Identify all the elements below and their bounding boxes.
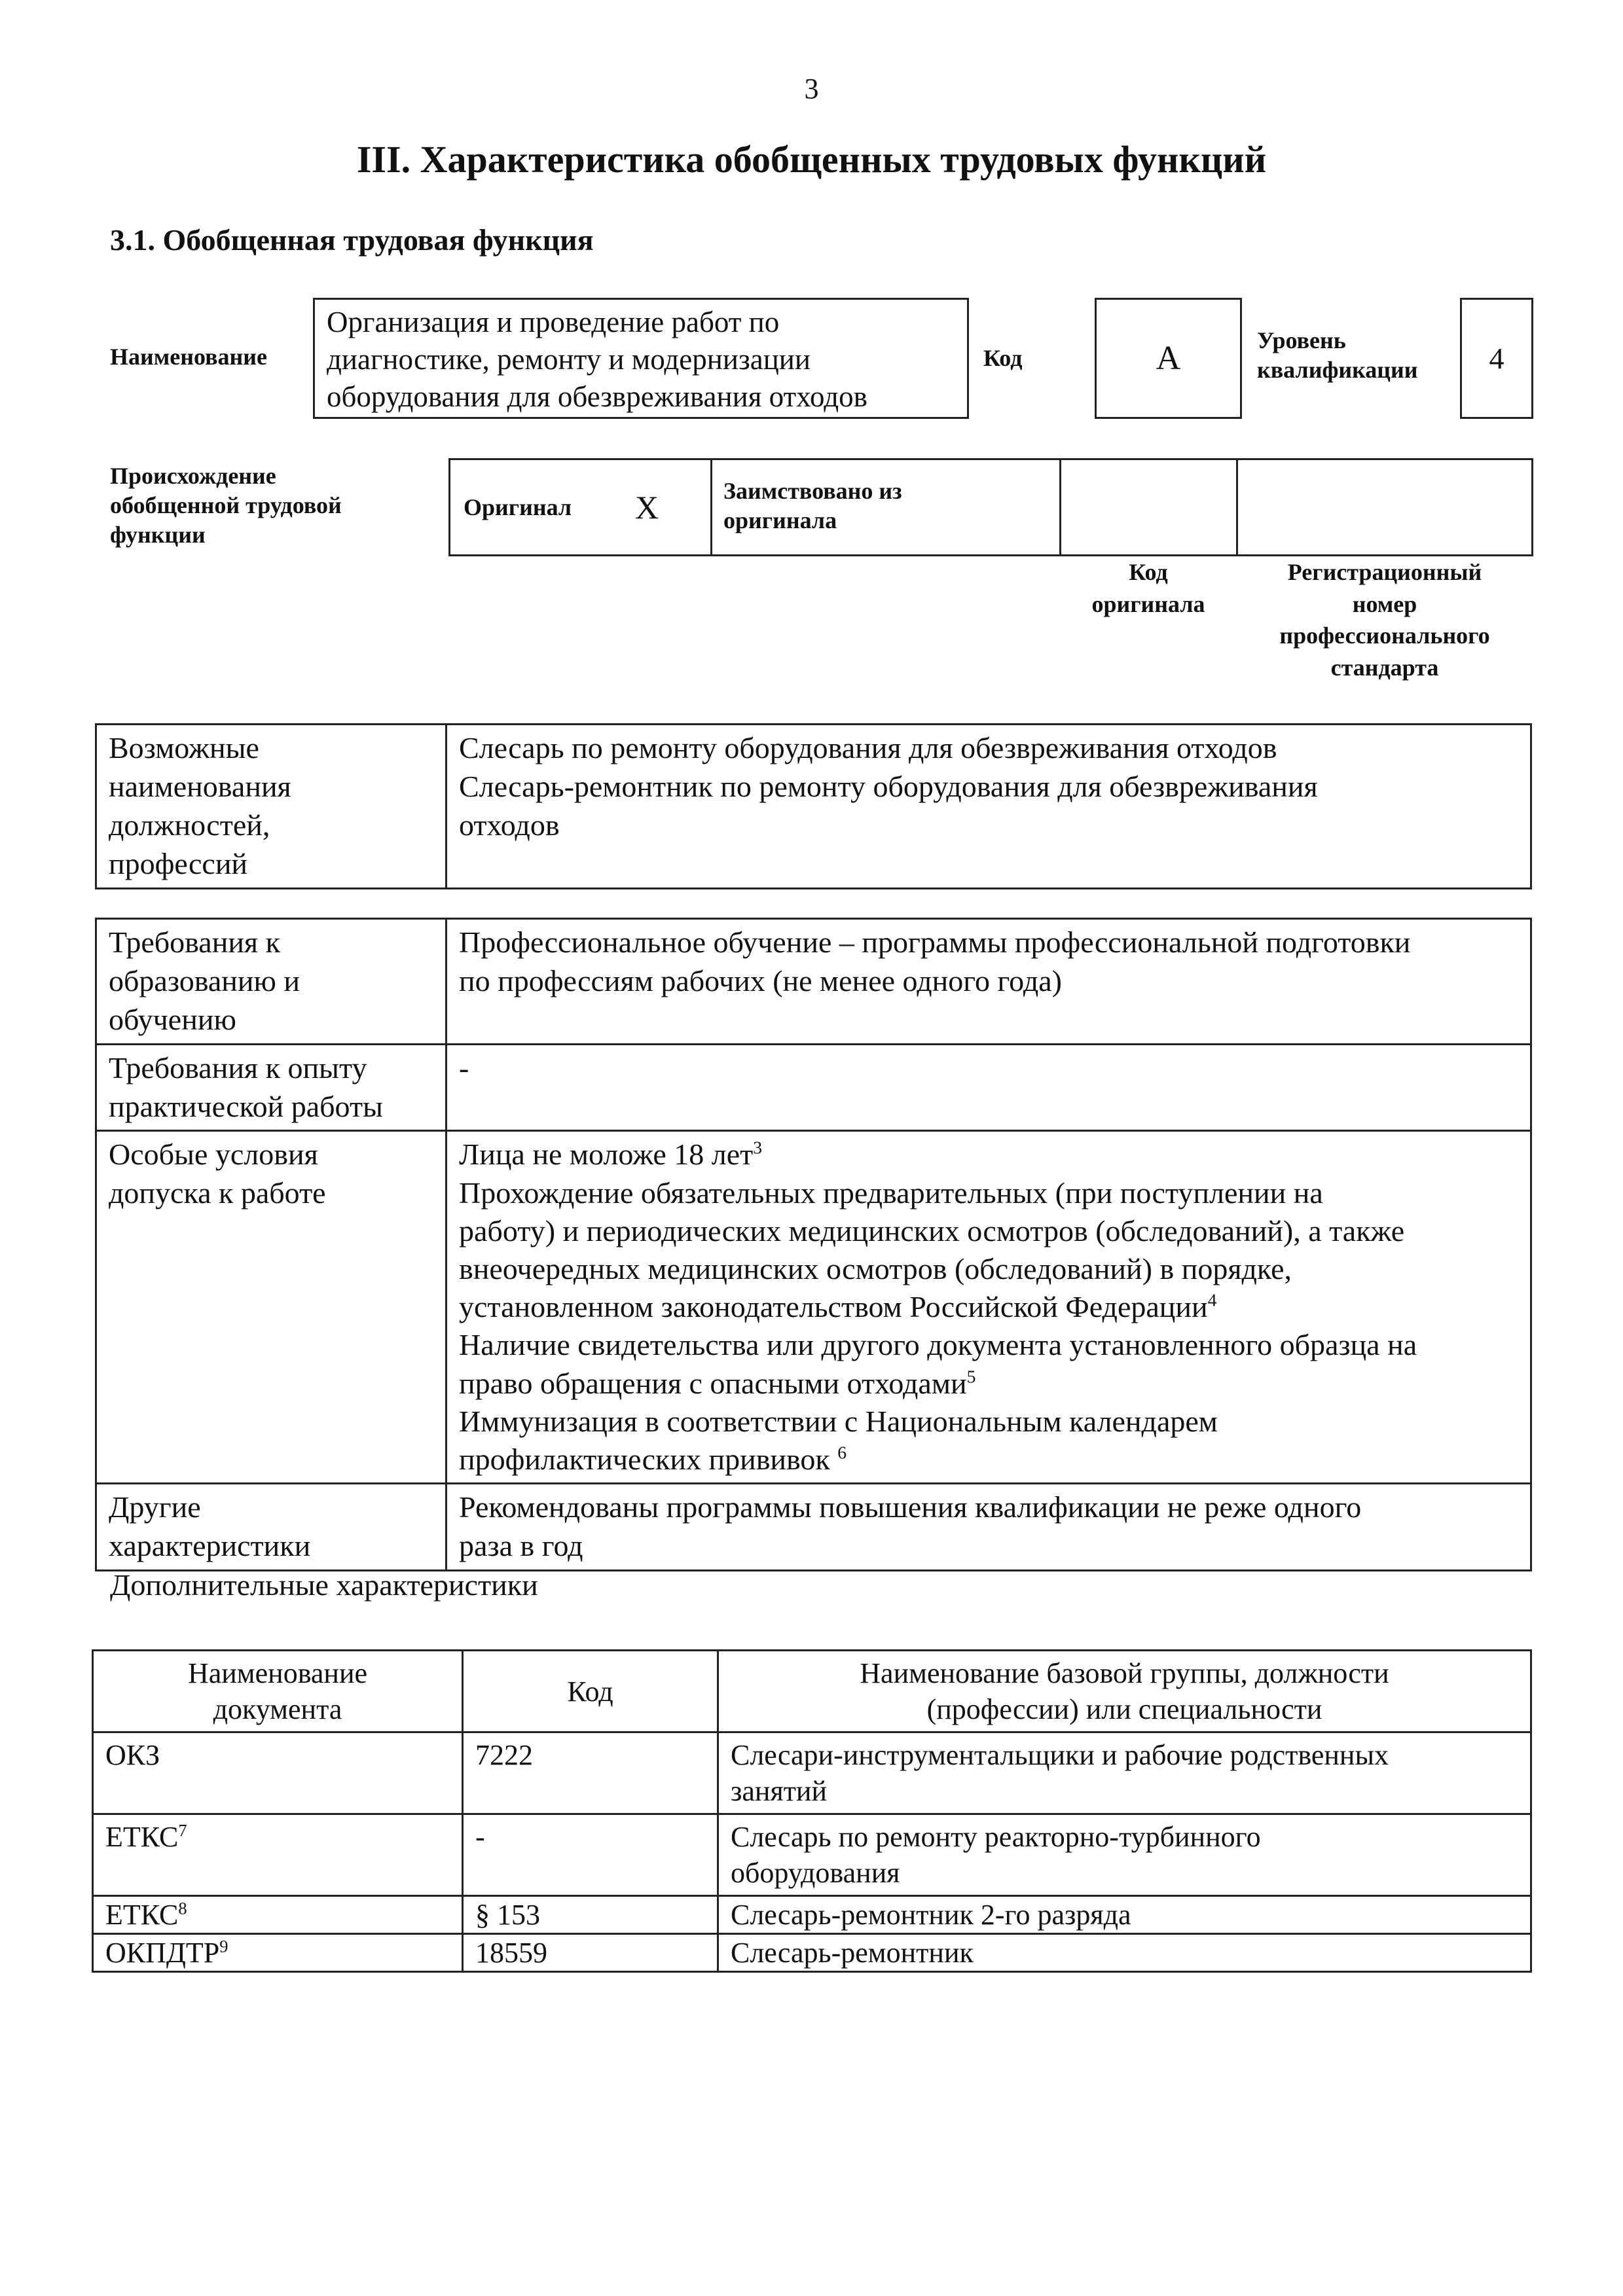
origin-box [448, 458, 1533, 556]
footnote-ref: 7 [178, 1820, 187, 1840]
admission-label: Особые условия допуска к работе [96, 1131, 447, 1484]
cell-name: Слесарь по ремонту реакторно-турбинного оборудования [718, 1814, 1531, 1896]
header-group: Наименование базовой группы, должности (профессии) или специальности [718, 1651, 1531, 1732]
code-original-caption: Код оригинала [1091, 559, 1205, 617]
admission-value: Лица не моложе 18 лет$^3$ Прохождение обязательных предварительных (при поступлении на работу) и периодических медицинских осмотров (обследований), а также внеочередных медицинских осмотров (обследований) в порядке, установленном законодательством Российской Федерации$^4$ Наличие свидетельства или другого документа установленного образца на право обращения с опасными отходами$^5$ Иммунизация в соответствии с Национальным календарем профилактических прививок $^6$ [447, 1131, 1531, 1484]
other-label: Другие характеристики [96, 1484, 447, 1571]
name-box [313, 298, 969, 419]
code-label: Код [983, 345, 1023, 371]
origin-divider [1236, 458, 1238, 556]
name-line: Организация и проведение работ по [327, 306, 780, 338]
origin-divider [710, 458, 712, 556]
experience-label: Требования к опыту практической работы [96, 1044, 447, 1131]
other-value: Рекомендованы программы повышения квалификации не реже одного раза в год [447, 1484, 1531, 1571]
cell-code: 18559 [463, 1934, 718, 1972]
positions-label: Возможные наименования должностей, профессий [96, 725, 447, 889]
table-row [93, 1732, 1531, 1814]
level-label: Уровень квалификации [1257, 327, 1418, 383]
cell-name: Слесарь-ремонтник 2-го разряда [718, 1896, 1531, 1934]
table-row [93, 1896, 1531, 1934]
footnote-ref: 6 [837, 1442, 847, 1463]
header-doc: Наименование документа [93, 1651, 463, 1732]
name-line: оборудования для обезвреживания отходов [327, 380, 867, 414]
footnote-ref: 3 [753, 1138, 763, 1158]
cell-doc: ОКПДТР$^9$ [93, 1934, 463, 1972]
cell-code: § 153 [463, 1896, 718, 1934]
additional-table [92, 1649, 1532, 1973]
additional-title: Дополнительные характеристики [110, 1568, 538, 1602]
code-value: А [1156, 340, 1181, 377]
education-label: Требования к образованию и обучению [96, 919, 447, 1045]
cell-doc: ОКЗ [93, 1732, 463, 1814]
table-row [96, 919, 1531, 1045]
subsection-title: 3.1. Обобщенная трудовая функция [110, 223, 594, 257]
cell-code: 7222 [463, 1732, 718, 1814]
original-mark: Х [635, 489, 659, 526]
requirements-table [95, 918, 1532, 1571]
table-row [96, 1131, 1531, 1484]
level-value: 4 [1489, 342, 1504, 375]
origin-label: Происхождение обобщенной трудовой функции [110, 463, 342, 548]
borrowed-label: Заимствовано из оригинала [723, 478, 902, 533]
experience-value: - [447, 1044, 1531, 1131]
table-row [93, 1934, 1531, 1972]
code-box [1095, 298, 1242, 419]
table-row [96, 725, 1531, 889]
level-box [1460, 298, 1533, 419]
header-code: Код [463, 1651, 718, 1732]
reg-number-caption: Регистрационный номер профессионального стандарта [1279, 559, 1490, 681]
origin-divider [1059, 458, 1061, 556]
cell-code: - [463, 1814, 718, 1896]
cell-name: Слесарь-ремонтник [718, 1934, 1531, 1972]
footnote-ref: 8 [178, 1898, 187, 1918]
positions-value: Слесарь по ремонту оборудования для обезвреживания отходов Слесарь-ремонтник по ремонту оборудования для обезвреживания отходов [447, 725, 1531, 889]
section-title: III. Характеристика обобщенных трудовых функций [356, 138, 1267, 181]
positions-table [95, 723, 1532, 889]
cell-doc: ЕТКС$^7$ [93, 1814, 463, 1896]
table-row [93, 1814, 1531, 1896]
education-value: Профессиональное обучение – программы профессиональной подготовки по профессиям рабочих (не менее одного года) [447, 919, 1531, 1045]
cell-doc: ЕТКС$^8$ [93, 1896, 463, 1934]
footnote-ref: 9 [219, 1936, 228, 1956]
name-line: диагностике, ремонту и модернизации [327, 343, 811, 376]
footnote-ref: 5 [966, 1366, 976, 1387]
page-number: 3 [804, 73, 819, 105]
original-label: Оригинал [464, 493, 572, 520]
table-row [96, 1484, 1531, 1571]
name-label: Наименование [110, 343, 267, 370]
footnote-ref: 4 [1207, 1289, 1217, 1310]
table-header-row [93, 1651, 1531, 1732]
table-row [96, 1044, 1531, 1131]
cell-name: Слесари-инструментальщики и рабочие родственных занятий [718, 1732, 1531, 1814]
